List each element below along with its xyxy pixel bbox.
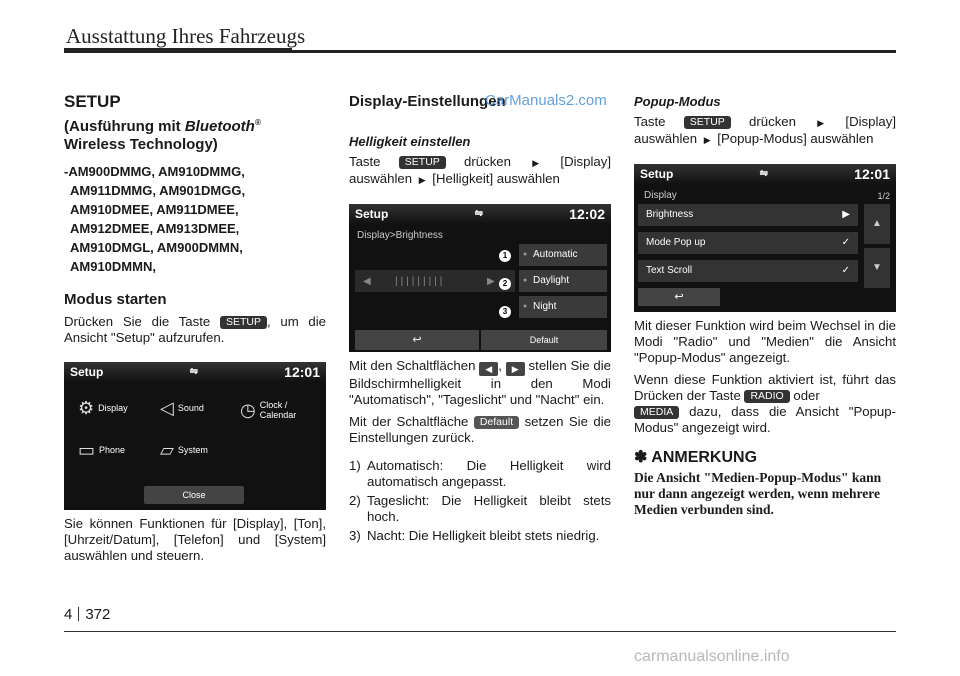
bluetooth-heading xyxy=(64,114,326,154)
screen-title: Setup xyxy=(70,365,104,379)
arrow-right-icon: ▶ xyxy=(418,175,426,185)
brightness-modes-list xyxy=(349,458,611,544)
chevron-right-icon: ▶ xyxy=(842,209,850,220)
radio-key-badge: RADIO xyxy=(744,390,789,403)
header-rule xyxy=(64,50,896,53)
usb-icon: ⇋ xyxy=(759,168,768,179)
back-icon: ↩ xyxy=(638,288,720,306)
column-left xyxy=(64,92,326,564)
increase-icon: ▶ xyxy=(487,276,495,287)
check-icon: ✓ xyxy=(841,265,850,276)
popup-paragraph-1: Mit dieser Funktion wird beim Wechsel in die Modi "Radio" und "Medien" die Ansicht "Popup-Modus" angezeigt. xyxy=(634,318,896,365)
brightness-instruction: Taste SETUP drücken ▶ [Display] auswählen ▶ [Helligkeit] auswählen xyxy=(349,154,612,186)
menu-sound: ◁ Sound xyxy=(160,398,204,418)
popup-instruction: Taste SETUP drücken ▶ [Display] auswählen ▶ [Popup-Modus] auswählen xyxy=(634,114,897,146)
option-automatic: ● Automatic xyxy=(519,244,607,266)
slider-ticks: ||||||||| xyxy=(395,276,446,287)
setup-key-badge: SETUP xyxy=(399,156,446,169)
clock-icon: ◷ xyxy=(240,400,256,420)
screen-topbar xyxy=(349,204,611,224)
check-icon: ✓ xyxy=(841,237,850,248)
speaker-icon: ◁ xyxy=(160,398,174,418)
popup-mode-heading: Popup-Modus xyxy=(634,94,721,109)
screen-title: Setup xyxy=(355,207,389,221)
arrow-right-icon: ▶ xyxy=(817,118,825,128)
model-list xyxy=(64,162,326,276)
screen-breadcrumb: Display>Brightness xyxy=(357,230,443,241)
watermark-top: CarManuals2.com xyxy=(485,92,607,109)
setup-key-badge: SETUP xyxy=(220,316,267,329)
arrow-right-icon: ▶ xyxy=(703,135,711,145)
screen-title: Setup xyxy=(640,167,674,181)
column-right xyxy=(634,92,896,518)
menu-phone: ▭ Phone xyxy=(78,440,126,460)
brightness-slider xyxy=(355,270,515,292)
page-indicator: 1/2 xyxy=(877,191,890,201)
default-badge: Default xyxy=(474,416,519,429)
bt-suffix: Wireless Technology) xyxy=(64,136,218,153)
close-button: Close xyxy=(144,486,244,504)
brightness-paragraph-1: Mit den Schaltflächen ◀ , ▶ stellen Sie die Bildschirmhelligkeit in den Modi "Automatisch", "Tageslicht" und "Nacht" ein. xyxy=(349,358,611,407)
screen-topbar xyxy=(634,164,896,184)
mode-start-text: Drücken Sie die Taste SETUP , um die Ansicht "Setup" aufzurufen. xyxy=(64,314,326,345)
scroll-up-icon: ▲ xyxy=(864,204,890,244)
setup-screen-image xyxy=(64,362,326,510)
model-line: AM910DMMN, xyxy=(70,259,156,274)
brightness-screen-image xyxy=(349,204,611,352)
setup-description: Sie können Funktionen für [Display], [Ton], [Uhrzeit/Datum], [Telefon] und [System] auswählen und steuern. xyxy=(64,516,326,563)
model-line: AM911DMMG, AM901DMGG, xyxy=(70,183,246,198)
display-settings-heading: Display-Einstellungen xyxy=(349,93,506,110)
decrease-icon: ◀ xyxy=(363,276,371,287)
watermark-bottom: carmanualsonline.info xyxy=(634,648,790,665)
setup-key-badge: SETUP xyxy=(684,116,731,129)
footer-rule xyxy=(64,631,896,632)
model-line: AM912DMEE, AM913DMEE, xyxy=(70,221,240,236)
usb-icon: ⇋ xyxy=(474,208,483,219)
default-button: Default xyxy=(481,330,607,350)
menu-clock: ◷ Clock / Calendar xyxy=(240,400,297,420)
page-number-value: 372 xyxy=(85,606,111,623)
option-daylight: ● Daylight xyxy=(519,270,607,292)
list-item: 2) Tageslicht: Die Helligkeit bleibt stets hoch. xyxy=(349,493,611,524)
callout-1: 1 xyxy=(499,250,511,262)
brightness-subheading: Helligkeit einstellen xyxy=(349,134,471,149)
row-mode-popup: Mode Pop up ✓ xyxy=(638,232,858,254)
screen-clock: 12:02 xyxy=(569,206,605,222)
phone-icon: ▭ xyxy=(78,440,96,460)
screen-topbar xyxy=(64,362,326,382)
callout-3: 3 xyxy=(499,306,511,318)
model-line: AM910DMEE, AM911DMEE, xyxy=(70,202,239,217)
screen-subtitle: Display xyxy=(644,190,677,201)
popup-paragraph-2: Wenn diese Funktion aktiviert ist, führt das Drücken der Taste RADIO oder MEDIA dazu, dass die Ansicht "Popup-Modus" angezeigt wird. xyxy=(634,372,896,435)
media-key-badge: MEDIA xyxy=(634,406,679,419)
back-icon: ↩ xyxy=(355,330,479,350)
brightness-paragraph-2: Mit der Schaltfläche Default setzen Sie die Einstellungen zurück. xyxy=(349,414,611,445)
menu-display: ⚙ Display xyxy=(78,398,128,418)
column-middle xyxy=(349,92,611,544)
bt-prefix: (Ausführung mit xyxy=(64,118,185,135)
note-heading: ✽ ANMERKUNG xyxy=(634,449,758,466)
list-item: 3) Nacht: Die Helligkeit bleibt stets niedrig. xyxy=(349,528,600,543)
screen-clock: 12:01 xyxy=(854,166,890,182)
system-folder-icon: ▱ xyxy=(160,440,174,460)
arrow-right-icon: ▶ xyxy=(532,158,540,168)
popup-screen-image xyxy=(634,164,896,312)
model-line: -AM900DMMG, AM910DMMG, xyxy=(64,164,245,179)
left-arrow-button-icon: ◀ xyxy=(479,362,498,376)
menu-system: ▱ System xyxy=(160,440,208,460)
page-separator xyxy=(78,607,79,621)
usb-icon: ⇋ xyxy=(189,366,198,377)
right-arrow-button-icon: ▶ xyxy=(506,362,525,376)
list-item: 1) Automatisch: Die Helligkeit wird automatisch angepasst. xyxy=(349,458,611,489)
row-brightness: Brightness ▶ xyxy=(638,204,858,226)
bt-brand: Bluetooth® xyxy=(184,118,261,135)
note-text: Die Ansicht "Medien-Popup-Modus" kann nur dann angezeigt werden, wenn mehrere Medien verbunden sind. xyxy=(634,470,882,517)
page-header-title: Ausstattung Ihres Fahrzeugs xyxy=(66,24,306,48)
callout-2: 2 xyxy=(499,278,511,290)
mode-start-heading: Modus starten xyxy=(64,291,167,308)
row-text-scroll: Text Scroll ✓ xyxy=(638,260,858,282)
scroll-down-icon: ▼ xyxy=(864,248,890,288)
screen-clock: 12:01 xyxy=(284,364,320,380)
model-line: AM910DMGL, AM900DMMN, xyxy=(70,240,243,255)
setup-heading: SETUP xyxy=(64,92,121,111)
display-gear-icon: ⚙ xyxy=(78,398,95,418)
chapter-number: 4 xyxy=(64,606,73,623)
option-night: ● Night xyxy=(519,296,607,318)
page-number xyxy=(64,606,110,623)
